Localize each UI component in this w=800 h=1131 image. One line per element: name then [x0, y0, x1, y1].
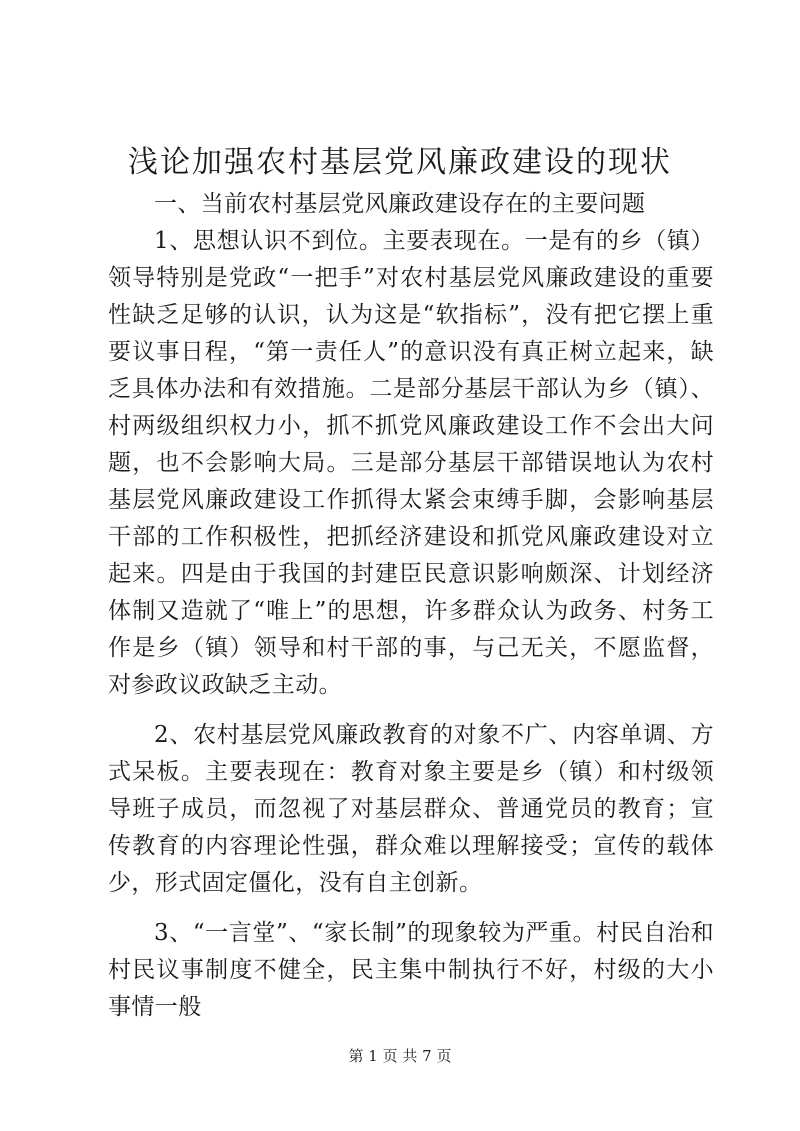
paragraph-3: 3、“一言堂”、“家长制”的现象较为严重。村民自治和村民议事制度不健全，民主集中制执行不好，村级的大小事情一般 [108, 920, 714, 1020]
paragraph-1: 1、思想认识不到位。主要表现在。一是有的乡（镇）领导特别是党政“一把手”对农村基层党风廉政建设的重要性缺乏足够的认识，认为这是“软指标”，没有把它摆上重要议事日程，“第一责任人”的意识没有真正树立起来，缺乏具体办法和有效措施。二是部分基层干部认为乡（镇）、村两级组织权力小，抓不抓党风廉政建设工作不会出大问题，也不会影响大局。三是部分基层干部错误地认为农村基层党风廉政建设工作抓得太紧会束缚手脚，会影响基层干部的工作积极性，把抓经济建设和抓党风廉政建设对立起来。四是由于我国的封建臣民意识影响颇深、计划经济体制又造就了“唯上”的思想，许多群众认为政务、村务工作是乡（镇）领导和村干部的事，与己无关，不愿监督，对参政议政缺乏主动。 [108, 228, 714, 698]
page-number-footer: 第 1 页 共 7 页 [348, 1047, 452, 1065]
document-title: 浅论加强农村基层党风廉政建设的现状 [128, 145, 672, 180]
paragraph-2: 2、农村基层党风廉政教育的对象不广、内容单调、方式呆板。主要表现在：教育对象主要是乡（镇）和村级领导班子成员，而忽视了对基层群众、普通党员的教育；宣传教育的内容理论性强，群众难以理解接受；宣传的载体少，形式固定僵化，没有自主创新。 [108, 722, 714, 896]
document-body [108, 186, 714, 1026]
section-heading: 一、当前农村基层党风廉政建设存在的主要问题 [154, 191, 646, 217]
